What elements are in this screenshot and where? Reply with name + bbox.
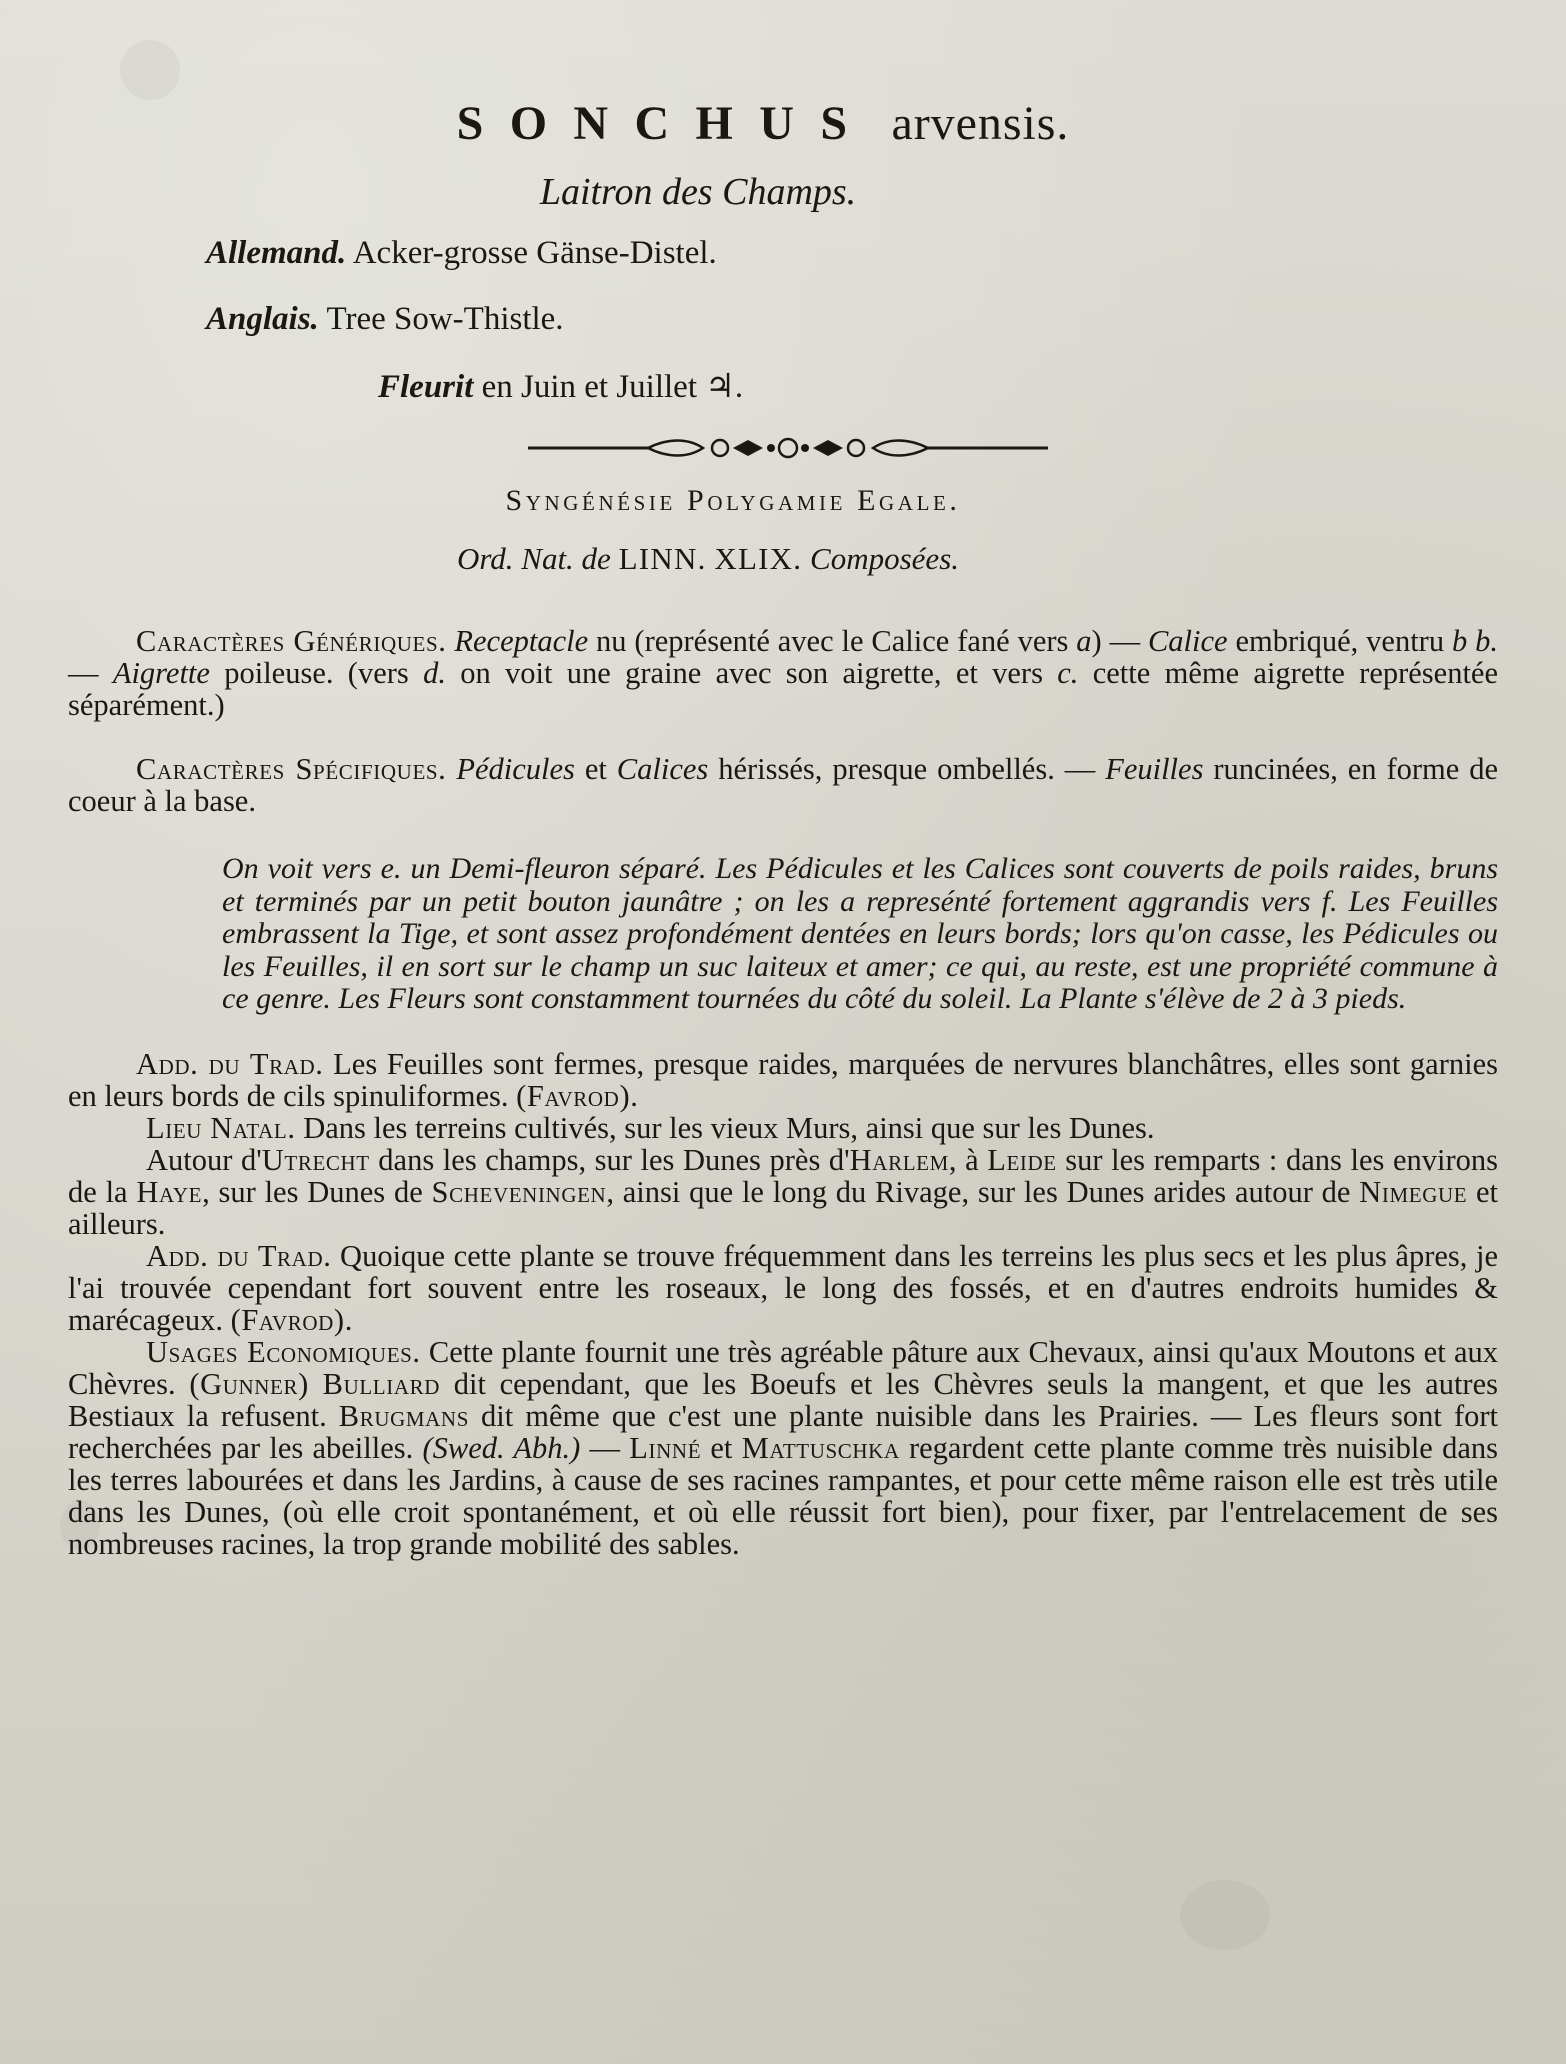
figure-ref: c. (1057, 656, 1079, 690)
linnaean-class: Syngénésie Polygamie Egale. (505, 484, 961, 517)
section-label: Add. du Trad. (136, 1046, 324, 1081)
place-name: Utrecht (261, 1142, 370, 1177)
text: dans les champs, sur les Dunes près d' (369, 1142, 850, 1177)
term: Feuilles (1105, 752, 1204, 786)
term: Receptacle (454, 624, 589, 658)
title-genus: SONCHUS (456, 97, 874, 150)
flowering-line (378, 364, 1508, 410)
text: Les Feuilles sont fermes, presque raides, marquées de nervures blanchâtres, elles sont garnies en leurs bords de cils spinuliformes. (68, 1046, 1498, 1113)
place-name: Scheveningen (431, 1174, 607, 1209)
place-name: Haye (136, 1174, 203, 1209)
text: , à (948, 1142, 988, 1177)
text: — (68, 656, 113, 690)
text: et ailleurs. (68, 1174, 1498, 1241)
section-label: Add. du Trad. (146, 1238, 332, 1273)
page-content (68, 92, 1508, 1560)
text: ) — (1091, 624, 1148, 658)
text: , sur les Dunes de (202, 1174, 432, 1209)
text: runcinées, en forme de coeur à la base. (68, 752, 1499, 818)
order-family: Composées. (810, 541, 960, 576)
citation: (Swed. Abh.) (422, 1430, 581, 1465)
text: nu (représenté avec le Calice fané vers (588, 624, 1077, 658)
citation: (Favrod). (230, 1302, 353, 1337)
term: Calice (1147, 624, 1228, 658)
place-name: Leide (987, 1142, 1057, 1177)
section-label: Caractères Spécifiques. (136, 752, 447, 786)
economic-uses (68, 1336, 1498, 1560)
citation: (Gunner) (189, 1366, 309, 1401)
text: et (574, 752, 617, 786)
paper-stain (1180, 1880, 1270, 1950)
plant-description: On voit vers e. un Demi-fleuron séparé. Les Pédicules et les Calices sont couverts de poils raides, bruns et terminés par un petit bouton jaunâtre ; on les a represénté fortement aggrandis vers f. Les Feuilles embrassent la Tige, et sont assez profondément dentées en leurs bords; lors qu'on casse, les Pédicules ou les Feuilles, il en sort sur le champ un suc laiteux et amer; ce qui, au reste, est une propriété commune à ce genre. Les Fleurs sont constamment tournées du côté du soleil. La Plante s'élève de 2 à 3 pieds. (222, 852, 1498, 1015)
translator-addition-1 (68, 1048, 1498, 1112)
text: sur les remparts : dans les environs de la (68, 1142, 1498, 1209)
order-number: XLIX. (714, 541, 803, 576)
place-name: Harlem (849, 1142, 949, 1177)
generic-characters (68, 625, 1498, 721)
perennial-symbol: ♃. (705, 369, 744, 405)
flowering-text: en Juin et Juillet (481, 369, 697, 405)
figure-ref: b b. (1451, 624, 1498, 658)
author-name: Mattuschka (741, 1430, 900, 1465)
title-species: arvensis. (891, 97, 1070, 150)
citation: (Favrod). (516, 1078, 639, 1113)
vernacular-english (206, 296, 1508, 342)
figure-ref: d. (423, 656, 446, 690)
page-title (248, 92, 1278, 156)
text: et (701, 1430, 742, 1465)
text (309, 1367, 323, 1401)
vernacular-lang: Allemand. (206, 235, 347, 271)
text: Autour d' (146, 1142, 262, 1177)
text: embriqué, ventru (1227, 624, 1452, 658)
text: poileuse. (vers (209, 656, 424, 690)
author-name: Linné (629, 1430, 702, 1465)
text: , ainsi que le long du Rivage, sur les Dunes arides autour de (606, 1174, 1360, 1209)
ornament-divider-icon (528, 436, 1048, 460)
text: Dans les terreins cultivés, sur les vieux Murs, ainsi que sur les Dunes. (295, 1110, 1155, 1145)
text: — (580, 1430, 630, 1465)
locations (68, 1144, 1498, 1240)
native-habitat (68, 1112, 1498, 1144)
paper-stain (120, 40, 180, 100)
text: Quoique cette plante se trouve fréquemment dans les terreins les plus secs et les plus âpres, je l'ai trouvée cependant fort souvent entre les roseaux, le long des fossés, et en d'autres endroits humides & marécageux. (68, 1238, 1498, 1337)
flowering-label: Fleurit (378, 369, 474, 405)
text: dit cependant, que les Boeufs et les Chèvres seuls la mangent, et que les autres Bestiaux la refusent. (68, 1366, 1498, 1433)
term: Aigrette (112, 656, 210, 690)
vernacular-name: Acker-grosse Gänse-Distel. (352, 235, 717, 271)
order-prefix: Ord. Nat. de (456, 541, 611, 576)
section-label: Lieu Natal. (146, 1110, 296, 1145)
translator-addition-2 (68, 1240, 1498, 1336)
text: on voit une graine avec son aigrette, et vers (445, 656, 1058, 690)
text: regardent cette plante comme très nuisible dans les terres labourées et dans les Jardins, à cause de ses racines rampantes, et pour cette même raison elle est très utile dans les Dunes, (où elle croit spontanément, et où elle réussit fort bien), pour fixer, par l'entrelacement de ses nombreuses racines, la trop grande mobilité des sables. (68, 1430, 1498, 1561)
figure-ref: a (1076, 624, 1092, 658)
place-name: Nimegue (1359, 1174, 1468, 1209)
natural-order (248, 537, 1168, 581)
section-label: Caractères Génériques. (136, 624, 447, 658)
text: dit même que c'est une plante nuisible dans les Prairies. — Les fleurs sont fort recherchées par les abeilles. (68, 1398, 1498, 1465)
text: hérissés, presque ombellés. — (708, 752, 1106, 786)
vernacular-name: Tree Sow-Thistle. (326, 301, 564, 337)
author-name: Bulliard (322, 1366, 440, 1401)
term: Calices (616, 752, 709, 786)
section-label: Usages Economiques. (146, 1334, 421, 1369)
text: Cette plante fournit une très agréable pâture aux Chevaux, ainsi qu'aux Moutons et aux Chèvres. (68, 1334, 1498, 1401)
specific-characters (68, 753, 1498, 817)
term: Pédicules (456, 752, 575, 786)
order-author: LINN. (618, 541, 707, 576)
vernacular-german (206, 230, 1508, 276)
text: cette même aigrette représentée séparément.) (68, 656, 1499, 722)
vernacular-lang: Anglais. (206, 301, 319, 337)
author-name: Brugmans (338, 1398, 469, 1433)
french-name: Laitron des Champs. (539, 171, 857, 213)
